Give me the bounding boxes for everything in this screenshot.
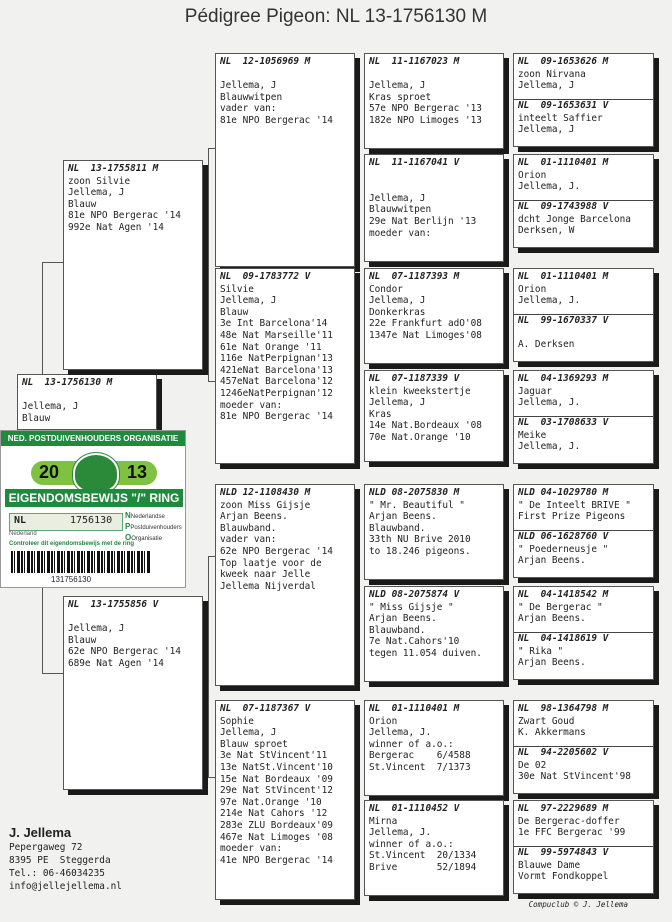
card-line: 283e ZLU Bordeaux'09 (220, 819, 333, 831)
ring-number: NLD 08-2075830 M (369, 487, 460, 498)
card-line: Orion (518, 169, 547, 181)
ring-number: NL 11-1167023 M (369, 56, 460, 67)
great-grandparent-card (364, 370, 504, 462)
grandparent-card (215, 484, 355, 686)
great-great-grandparents-pair (513, 700, 654, 794)
card-line: Jellema, J (68, 623, 125, 635)
great-grandparent-card (364, 586, 504, 682)
card-line: Sophie (220, 715, 254, 727)
card-line: Jellema, J (369, 192, 426, 204)
card-line: moeder van: (369, 227, 432, 239)
ancestor-entry (514, 803, 653, 839)
great-grandparent-card (364, 268, 504, 364)
card-line: Blauwband. (369, 624, 426, 636)
card-line: Blauwband. (369, 522, 426, 534)
parent-card-sire (63, 160, 203, 370)
card-line: 97e Nat.Orange '10 (220, 796, 322, 808)
grandparent-card (215, 700, 355, 900)
card-line: 62e NPO Bergerac '14 (68, 646, 181, 658)
card-line: Donkerkras (369, 306, 426, 318)
ring-country: NL (14, 515, 27, 526)
card-line: " Mr. Beautiful " (369, 499, 465, 511)
card-line: Jellema, J (518, 80, 575, 92)
npo-logo: NNederlandse PPostduivenhouders OOrganisatie (125, 511, 182, 542)
card-line: " Rika " (518, 645, 564, 657)
card-line: Jellema, J. (369, 827, 432, 839)
great-great-grandparents-pair (513, 154, 654, 248)
card-line: zoon Nirvana (518, 68, 586, 80)
card-line: tegen 11.054 duiven. (369, 647, 482, 659)
ring-number: NL 07-1187393 M (369, 271, 460, 282)
card-line: De Bergerac-doffer (518, 815, 620, 827)
card-line: 22e Frankfurt adO'08 (369, 318, 482, 330)
card-line: Top laatje voor de (220, 557, 322, 569)
card-line: winner of a.o.: (369, 738, 454, 750)
card-line: 70e Nat.Orange '10 (369, 431, 471, 443)
card-line: Jellema, J (518, 124, 575, 136)
card-line: Kras (369, 408, 392, 420)
card-line: Arjan Beens. (369, 511, 437, 523)
card-line: 3e Int Barcelona'14 (220, 318, 328, 330)
card-line: Jellema, J (220, 80, 277, 92)
card-line: Jellema, J (220, 295, 277, 307)
card-line: Blauw sproet (220, 738, 288, 750)
card-line: Meike (518, 429, 547, 441)
card-line: Bergerac 6/4588 (369, 750, 471, 762)
great-grandparent-card (364, 53, 504, 149)
ancestor-entry (514, 589, 653, 625)
card-line: Orion (369, 715, 398, 727)
card-line: 467e Nat Limoges '08 (220, 831, 333, 843)
card-line: Arjan Beens. (220, 511, 288, 523)
npo-line: Nederlandse (130, 514, 165, 520)
ancestor-entry (514, 703, 653, 739)
great-grandparent-card (364, 700, 504, 796)
card-line: Blauwe Dame (518, 859, 581, 871)
ancestor-entry (514, 416, 653, 453)
card-line: kweek naar Jelle (220, 569, 311, 581)
card-line: Vormt Fondkoppel (518, 871, 609, 883)
card-line: St.Vincent 20/1334 (369, 850, 477, 862)
card-line: 7e Nat.Cahors'10 (369, 636, 460, 648)
ring-number: NL 09-1783772 V (220, 271, 311, 282)
card-line (68, 612, 198, 624)
card-line (22, 390, 152, 402)
ring-number: NL 01-1110401 M (369, 703, 460, 714)
card-line: Arjan Beens. (518, 613, 586, 625)
card-line: " Miss Gijsje " (369, 601, 454, 613)
ring-card-small: Nederland (9, 531, 37, 537)
contact-line: Pepergaweg 72 (9, 842, 83, 853)
year-part: 20 (39, 462, 60, 482)
card-line: Blauw (22, 412, 51, 424)
card-line: Blauwwitpen (220, 91, 283, 103)
contact-line[interactable]: info@jellejellema.nl (9, 881, 122, 892)
card-line: zoon Silvie (68, 175, 131, 187)
ancestor-entry (514, 56, 653, 92)
card-line: moeder van: (220, 843, 283, 855)
card-line: 62e NPO Bergerac '14 (220, 545, 333, 557)
ring-number: NL 97-2229689 M (518, 803, 609, 814)
card-line: vader van: (220, 103, 277, 115)
ring-number: NL 13-1755811 M (68, 163, 159, 174)
ring-card-org: NED. POSTDUIVENHOUDERS ORGANISATIE (1, 431, 185, 446)
ring-number: NLD 08-2075874 V (369, 589, 460, 600)
card-line (220, 69, 350, 81)
ring-number: NL 09-1653626 M (518, 56, 609, 67)
great-grandparent-card (364, 800, 504, 896)
card-line: St.Vincent 7/1373 (369, 761, 471, 773)
card-line: 15e Nat Bordeaux '09 (220, 773, 333, 785)
ancestor-entry (514, 487, 653, 523)
card-line (369, 170, 499, 182)
card-line: moeder van: (220, 399, 283, 411)
card-line: 33th NU Brive 2010 (369, 534, 471, 546)
ancestor-entry (514, 314, 653, 351)
ring-number: NL 13-1756130 M (22, 377, 113, 388)
card-line: Blauw (220, 306, 249, 318)
card-line: First Prize Pigeons (518, 511, 626, 523)
ring-number: NL 09-1743988 V (518, 201, 609, 212)
card-line: dcht Jonge Barcelona (518, 213, 631, 225)
ancestor-entry (514, 200, 653, 237)
breeder-name: J. Jellema (9, 825, 72, 840)
breeder-contact (9, 826, 122, 893)
ring-code-number: 1756130 (70, 515, 113, 526)
card-line (518, 328, 649, 340)
ring-number: NL 01-1110401 M (518, 271, 609, 282)
contact-line: 8395 PE Steggerda (9, 855, 111, 866)
card-line: 81e NPO Bergerac '14 (220, 411, 333, 423)
ring-number: NL 09-1653631 V (518, 100, 609, 111)
parent-card-dam (63, 596, 203, 790)
card-line: A. Derksen (518, 339, 575, 351)
card-line: zoon Miss Gijsje (220, 499, 311, 511)
card-line: to 18.246 pigeons. (369, 545, 471, 557)
card-line: 214e Nat Cahors '12 (220, 808, 328, 820)
footer-credit: Compuclub © J. Jellema (528, 900, 628, 909)
card-line: 1e FFC Bergerac '99 (518, 827, 626, 839)
page-title: Pédigree Pigeon: NL 13-1756130 M (184, 6, 488, 27)
card-line: Silvie (220, 283, 254, 295)
ring-number: NL 99-5974843 V (518, 847, 609, 858)
ring-number: NL 01-1110401 M (518, 157, 609, 168)
card-line: Jellema, J (369, 295, 426, 307)
card-line: 992e Nat Agen '14 (68, 221, 164, 233)
ring-number: NLD 12-1108430 M (220, 487, 311, 498)
ring-number: NL 04-1418542 M (518, 589, 609, 600)
great-grandparent-card (364, 154, 504, 262)
ring-number: NL 94-2205602 V (518, 747, 609, 758)
contact-line: Tel.: 06-46034235 (9, 868, 105, 879)
card-line: Jellema, J. (518, 397, 581, 409)
card-line: Jellema, J (68, 187, 125, 199)
card-line: " De Inteelt BRIVE " (518, 499, 631, 511)
ring-number: NL 07-1187367 V (220, 703, 311, 714)
ancestor-entry (514, 373, 653, 409)
card-line (369, 69, 499, 81)
card-line: 30e Nat StVincent'98 (518, 771, 631, 783)
card-line: vader van: (220, 534, 277, 546)
card-line: 3e Nat StVincent'11 (220, 750, 328, 762)
ring-number: NL 03-1708633 V (518, 417, 609, 428)
npo-line: Organisatie (131, 536, 162, 542)
barcode-icon (11, 551, 151, 573)
card-line: Jellema, J. (518, 181, 581, 193)
ancestor-entry (514, 846, 653, 883)
card-line: Jellema, J. (369, 727, 432, 739)
card-line: 48e Nat Marseille'11 (220, 329, 333, 341)
card-line: " De Bergerac " (518, 601, 603, 613)
ring-number: NL 12-1056969 M (220, 56, 311, 67)
ancestor-entry (514, 271, 653, 307)
card-line: De 02 (518, 759, 547, 771)
great-great-grandparents-pair (513, 268, 654, 362)
lion-crest-icon (73, 453, 119, 493)
card-line: Blauw (68, 198, 97, 210)
card-line: Kras sproet (369, 91, 432, 103)
card-line: 116e NatPerpignan'13 (220, 353, 333, 365)
card-line: K. Akkermans (518, 727, 586, 739)
card-line: 14e Nat.Bordeaux '08 (369, 420, 482, 432)
year-part: 13 (126, 462, 147, 482)
card-line: Condor (369, 283, 403, 295)
card-line: 57e NPO Bergerac '13 (369, 103, 482, 115)
great-great-grandparents-pair (513, 484, 654, 578)
ring-number: NL 13-1755856 V (68, 599, 159, 610)
card-line: Arjan Beens. (369, 613, 437, 625)
ring-number: NL 11-1167041 V (369, 157, 460, 168)
ancestor-entry (514, 99, 653, 136)
ring-number: NLD 06-1628760 V (518, 531, 609, 542)
card-line: 41e NPO Bergerac '14 (220, 854, 333, 866)
card-line: Jellema, J (369, 80, 426, 92)
card-line: " Poederneusje " (518, 543, 609, 555)
card-line: 29e Nat Berlijn '13 (369, 215, 477, 227)
ring-ownership-card (0, 430, 186, 588)
card-line: Mirna (369, 815, 398, 827)
ring-number: NL 04-1418619 V (518, 633, 609, 644)
ring-card-control: Controleer dit eigendomsbewijs met de ring (9, 541, 135, 547)
ring-card-title: EIGENDOMSBEWIJS "/" RING (5, 489, 183, 507)
card-line (369, 181, 499, 193)
great-great-grandparents-pair (513, 370, 654, 464)
card-line: klein kweekstertje (369, 385, 471, 397)
ring-number: NL 01-1110452 V (369, 803, 460, 814)
card-line: Jellema, J. (518, 441, 581, 453)
card-line: Orion (518, 283, 547, 295)
card-line: Jellema Nijverdal (220, 580, 316, 592)
card-line: Blauwwitpen (369, 204, 432, 216)
card-line: Jellema, J. (518, 295, 581, 307)
great-great-grandparents-pair (513, 53, 654, 147)
card-line: 81e NPO Bergerac '14 (68, 210, 181, 222)
ancestor-entry (514, 157, 653, 193)
barcode-number: 131756130 (51, 575, 92, 584)
card-line: Jellema, J (369, 397, 426, 409)
card-line: Brive 52/1894 (369, 861, 477, 873)
card-line: 421eNat Barcelona'13 (220, 364, 333, 376)
card-line: 689e Nat Agen '14 (68, 657, 164, 669)
card-line: winner of a.o.: (369, 838, 454, 850)
ring-number: NL 98-1364798 M (518, 703, 609, 714)
card-line: Zwart Goud (518, 715, 575, 727)
card-line: Blauw (68, 634, 97, 646)
card-line: 29e Nat StVincent'12 (220, 785, 333, 797)
ancestor-entry (514, 746, 653, 783)
card-line: Derksen, W (518, 225, 575, 237)
ancestor-entry (514, 530, 653, 567)
grandparent-card (215, 268, 355, 464)
great-grandparent-card (364, 484, 504, 580)
card-line: Jellema, J (22, 401, 79, 413)
npo-line: Postduivenhouders (130, 525, 182, 531)
card-line: inteelt Saffier (518, 112, 603, 124)
card-line: 61e Nat Orange '11 (220, 341, 322, 353)
card-line: Blauwband. (220, 522, 277, 534)
ancestor-entry (514, 632, 653, 669)
great-great-grandparents-pair (513, 800, 654, 894)
card-line: Jaguar (518, 385, 552, 397)
card-line: Jellema, J (220, 727, 277, 739)
card-line: 13e NatSt.Vincent'10 (220, 761, 333, 773)
card-line: 81e NPO Bergerac '14 (220, 114, 333, 126)
ring-number: NL 07-1187339 V (369, 373, 460, 384)
card-line: Arjan Beens. (518, 657, 586, 669)
card-line: 1347e Nat Limoges'08 (369, 329, 482, 341)
ring-number: NL 04-1369293 M (518, 373, 609, 384)
great-great-grandparents-pair (513, 586, 654, 680)
card-line: 182e NPO Limoges '13 (369, 114, 482, 126)
card-line: 1246eNatPerpignan'12 (220, 387, 333, 399)
ring-number: NL 99-1670337 V (518, 315, 609, 326)
subject-card (17, 374, 157, 430)
ring-number: NLD 04-1029780 M (518, 487, 609, 498)
ring-code (9, 513, 123, 531)
grandparent-card (215, 53, 355, 267)
card-line: 457eNat Barcelona'12 (220, 376, 333, 388)
card-line: Arjan Beens. (518, 555, 586, 567)
